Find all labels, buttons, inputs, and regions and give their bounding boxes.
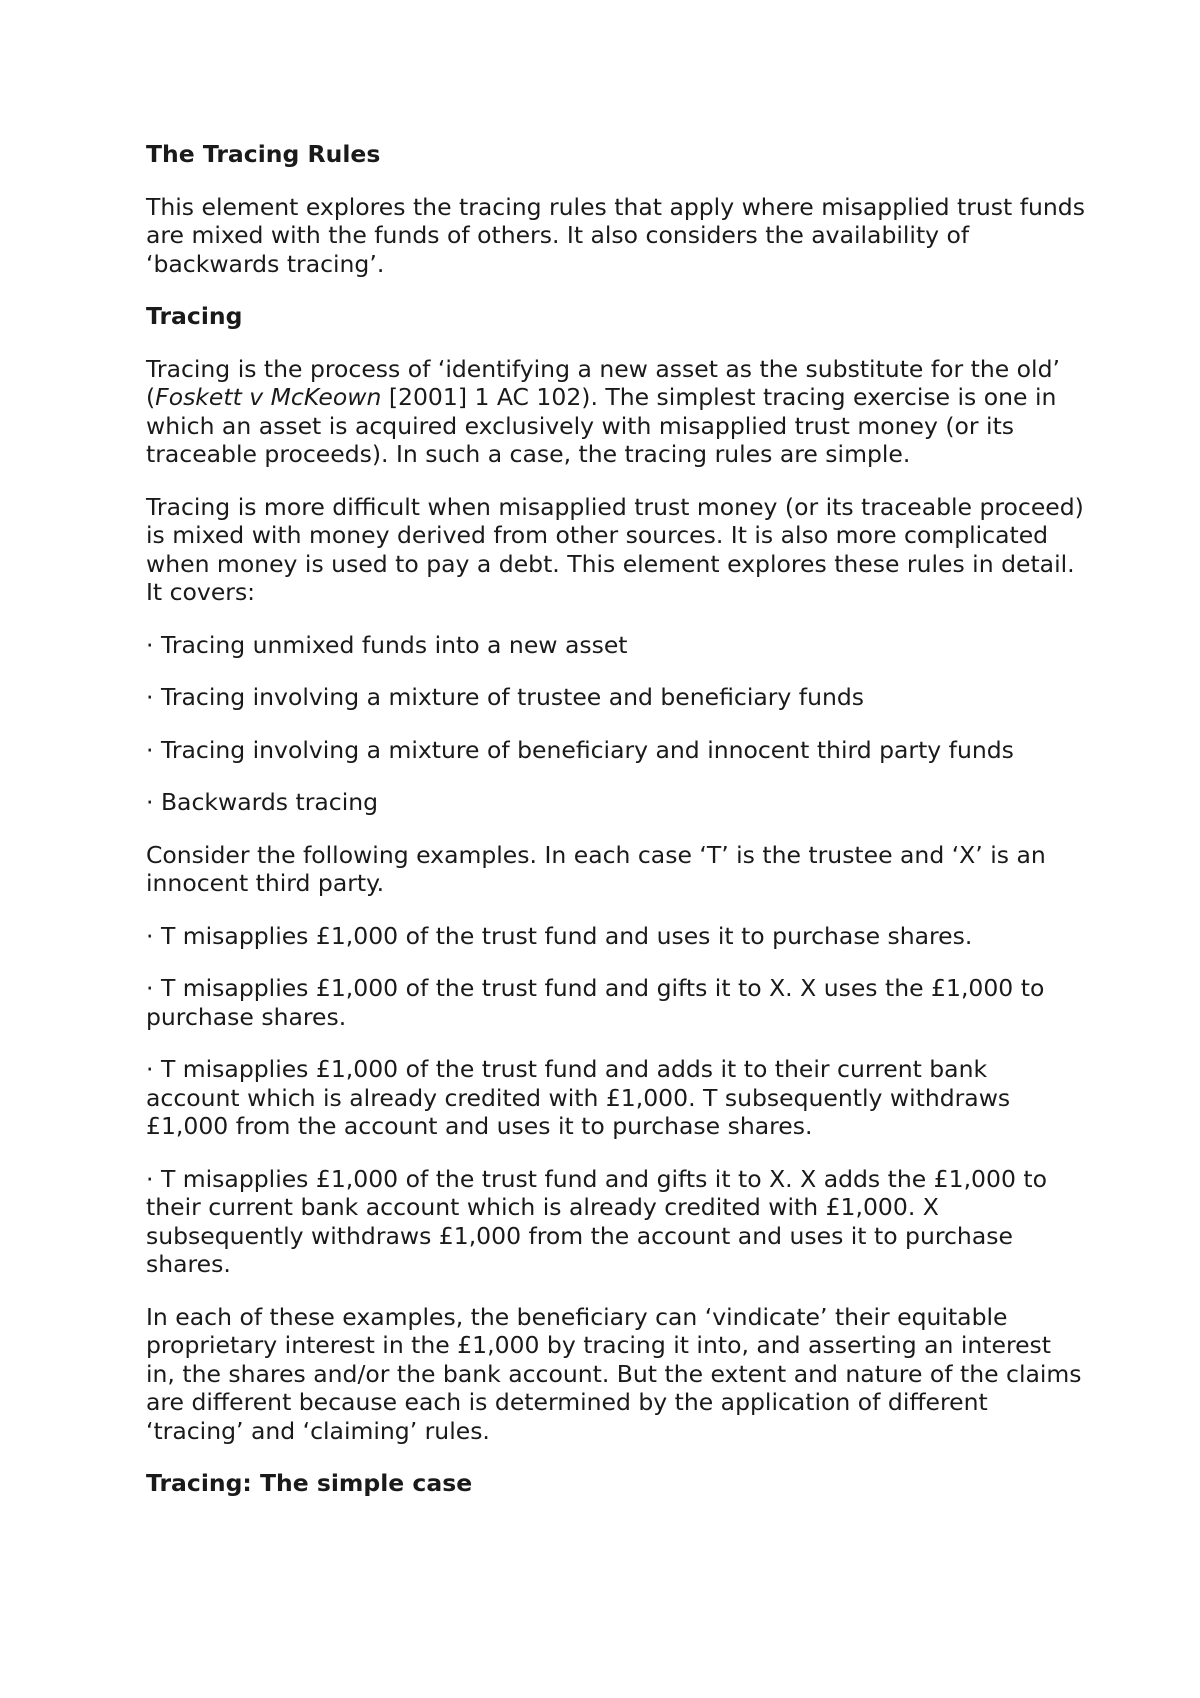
example-list-item: · T misapplies £1,000 of the trust fund and adds it to their current bank account which is already credited with £1,000. T subsequently withdraws £1,000 from the account and uses it to purchase shares.: [146, 1055, 1011, 1140]
example-list-item: · T misapplies £1,000 of the trust fund and gifts it to X. X adds the £1,000 to their current bank account which is already credited with £1,000. X subsequently withdraws £1,000 from the account and uses it to purchase shares.: [146, 1164, 1047, 1278]
case-citation: Foskett v McKeown: [155, 383, 382, 411]
tracing-definition-text-a: Tracing is the process of ‘identifying a new asset as the substitute for the old’ (: [146, 354, 1060, 411]
covers-list-item: · Tracing involving a mixture of trustee and beneficiary funds: [146, 683, 865, 711]
covers-list-item: · Tracing unmixed funds into a new asset: [146, 630, 628, 659]
tracing-definition-paragraph: [146, 355, 1086, 469]
example-list-item: · T misapplies £1,000 of the trust fund and uses it to purchase shares.: [146, 921, 973, 950]
covers-list-item: · Tracing involving a mixture of beneficiary and innocent third party funds: [146, 735, 1014, 764]
examples-intro-paragraph: Consider the following examples. In each case ‘T’ is the trustee and ‘X’ is an innocent third party.: [146, 840, 1046, 897]
example-list-item: · T misapplies £1,000 of the trust fund and gifts it to X. X uses the £1,000 to purchase shares.: [146, 974, 1045, 1031]
section-heading-simple-case: Tracing: The simple case: [146, 1469, 473, 1497]
section-heading-tracing: Tracing: [146, 302, 243, 330]
document-page: [146, 140, 1086, 1522]
conclusion-paragraph: In each of these examples, the beneficiary can ‘vindicate’ their equitable proprietary interest in the £1,000 by tracing it into, and asserting an interest in, the shares and/or the bank account. But the extent and nature of the claims are different because each is determined by the application of different ‘tracing’ and ‘claiming’ rules.: [146, 1302, 1082, 1445]
covers-list-item: · Backwards tracing: [146, 788, 379, 816]
intro-paragraph: This element explores the tracing rules that apply where misapplied trust funds are mixed with the funds of others. It also considers the availability of ‘backwards tracing’.: [146, 192, 1085, 278]
tracing-difficulty-paragraph: Tracing is more difficult when misapplied trust money (or its traceable proceed) is mixed with money derived from other sources. It is also more complicated when money is used to pay a debt. This element explores these rules in detail. It covers:: [146, 492, 1084, 606]
tracing-definition-text-b: [2001] 1 AC 102). The simplest tracing exercise is one in which an asset is acquired exclusively with misapplied trust money (or its traceable proceeds). In such a case, the tracing rules are simple.: [146, 383, 1057, 468]
document-title: The Tracing Rules: [146, 140, 381, 168]
